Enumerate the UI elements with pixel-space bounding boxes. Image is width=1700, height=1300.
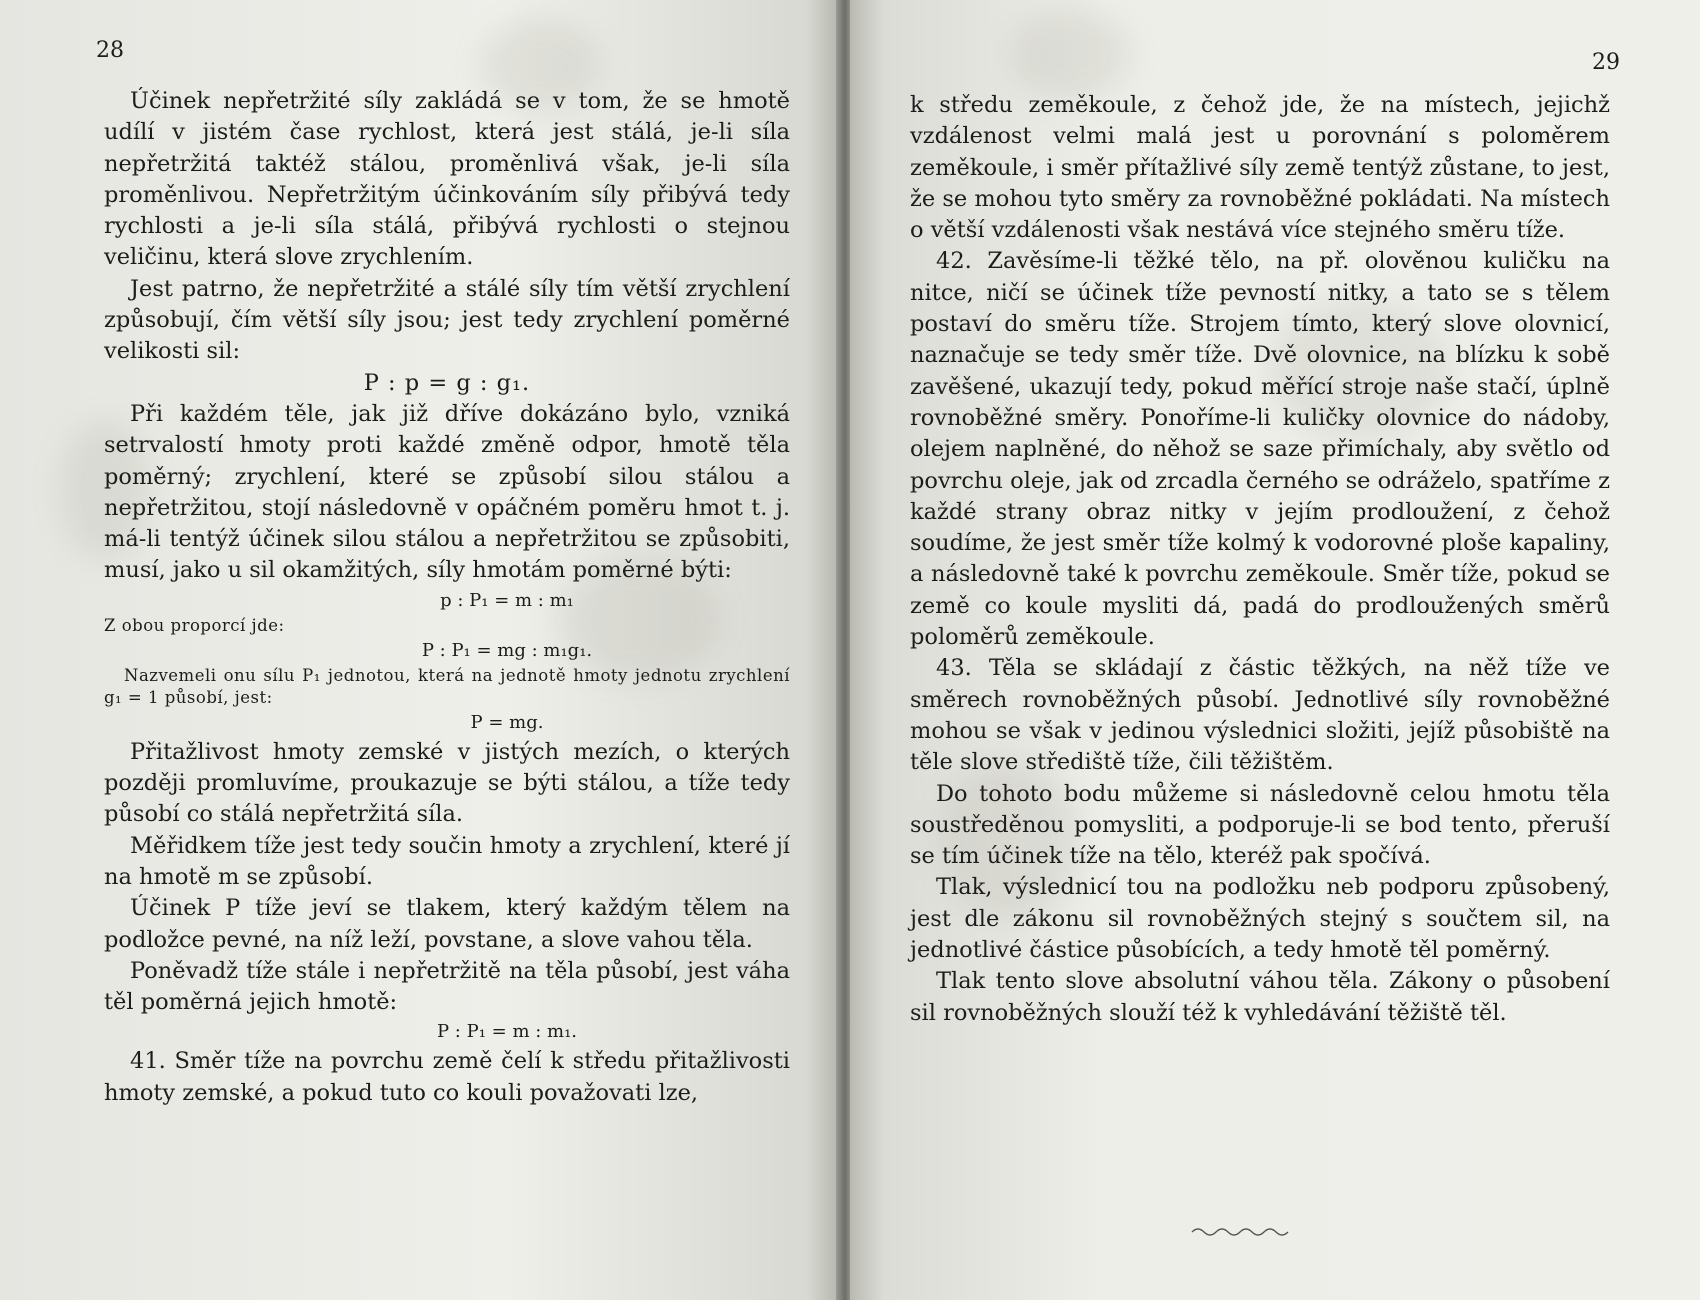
ornament-divider [1190,1224,1290,1240]
paragraph: 42. Zavěsíme-li těžké tělo, na př. olověnou kuličku na nitce, ničí se účinek tíže pevností nitky, a tato se s tělem postaví do směru tíže. Strojem tímto, který slove olovnicí, naznačuje se tedy směr tíže. Dvě olovnice, na blízku k sobě zavěšené, ukazují tedy, pokud měřící stroje naše stačí, úplně rovnoběžné směry. Ponoříme-li kuličky olovnice do nádoby, olejem naplněné, do něhož se saze přimíchaly, aby světlo od povrchu oleje, jak od zrcadla černého se odráželo, spatříme z každé strany obraz nitky v jejím prodloužení, z čehož soudíme, že jest směr tíže kolmý k vodorovné ploše kapaliny, a následovně také k povrchu zeměkoule. Směr tíže, pokud se země co koule mysliti dá, padá do prodloužených směrů poloměrů zeměkoule. [910,248,1610,651]
formula: p : P₁ = m : m₁ [440,589,574,611]
paragraph: Při každém těle, jak již dříve dokázáno bylo, vzniká setrvalostí hmoty proti každé změně odpor, hmotě těla poměrný; zrychlení, které se způsobí silou stálou a nepřetržitou, stojí následovně v opáčném poměru hmot t. j. má-li tentýž účinek silou stálou a nepřetržitou se způsobiti, musí, jako u sil okamžitých, síly hmotám poměrné býti: [104,400,790,584]
formula: P : p = g : g₁. [363,369,531,396]
paragraph: Jest patrno, že nepřetržité a stálé síly tím větší zrychlení způsobují, čím větší síly jsou; jest tedy zrychlení poměrné velikosti sil: [104,275,790,365]
paragraph: Poněvadž tíže stále i nepřetržitě na těla působí, jest váha těl poměrná jejich hmotě: [104,957,790,1016]
paragraph: Účinek nepřetržité síly zakládá se v tom, že se hmotě udílí v jistém čase rychlost, která jest stálá, je-li síla nepřetržitá taktéž stálou, proměnlivá však, je-li síla proměnlivou. Nepřetržitým účinkováním síly přibývá tedy rychlosti a je-li síla stálá, přibývá rychlosti o stejnou veličinu, která slove zrychlením. [104,88,790,271]
formula: P = mg. [470,711,544,733]
left-text-column [104,86,790,1109]
formula: P : P₁ = mg : m₁g₁. [421,639,593,661]
paragraph: 43. Těla se skládají z částic těžkých, na něž tíže ve směrech rovnoběžných působí. Jednotlivé síly rovnoběžné mohou se však v jedinou výslednici složiti, jejíž působiště na těle slove střediště tíže, čili těžištěm. [910,655,1610,776]
paragraph: Do tohoto bodu můžeme si následovně celou hmotu těla soustředěnou pomysliti, a podporuje-li se bod tento, přeruší se tím účinek tíže na tělo, kteréž pak spočívá. [910,780,1610,870]
paragraph: Tlak tento slove absolutní váhou těla. Zákony o působení sil rovnoběžných slouží též k vyhledávání těžiště těl. [910,968,1610,1026]
page-number: 28 [96,38,124,63]
small-text: Z obou proporcí jde: [104,615,285,635]
paragraph: k středu zeměkoule, z čehož jde, že na místech, jejichž vzdálenost velmi malá jest u porovnání s poloměrem zeměkoule, i směr přítažlivé síly země tentýž zůstane, to jest, že se mohou tyto směry za rovnoběžné pokládati. Na místech o větší vzdálenosti však nestává více stejného směru tíže. [910,92,1610,244]
small-text: Nazvemeli onu sílu P₁ jednotou, která na jednotě hmoty jednotu zrychlení g₁ = 1 působí, jest: [104,665,790,707]
page-number: 29 [1592,50,1620,75]
left-page [0,0,840,1300]
formula: P : P₁ = m : m₁. [436,1021,578,1043]
paragraph: Účinek P tíže jeví se tlakem, který každým tělem na podložce pevné, na níž leží, povstane, a slove vahou těla. [104,895,790,953]
paragraph: Tlak, výslednicí tou na podložku neb podporu způsobený, jest dle zákonu sil rovnoběžných stejný s součtem sil, na jednotlivé částice působících, a tedy hmotě těl poměrný. [910,874,1610,964]
paragraph: 41. Směr tíže na povrchu země čelí k středu přitažlivosti hmoty zemské, a pokud tuto co kouli považovati lze, [104,1048,790,1106]
paragraph: Přitažlivost hmoty zemské v jistých mezích, o kterých později promluvíme, proukazuje se býti stálou, a tíže tedy působí co stálá nepřetržitá síla. [104,738,790,828]
right-text-column [910,90,1610,1029]
right-page [850,0,1700,1300]
paragraph: Měřidkem tíže jest tedy součin hmoty a zrychlení, které jí na hmotě m se způsobí. [104,832,790,890]
